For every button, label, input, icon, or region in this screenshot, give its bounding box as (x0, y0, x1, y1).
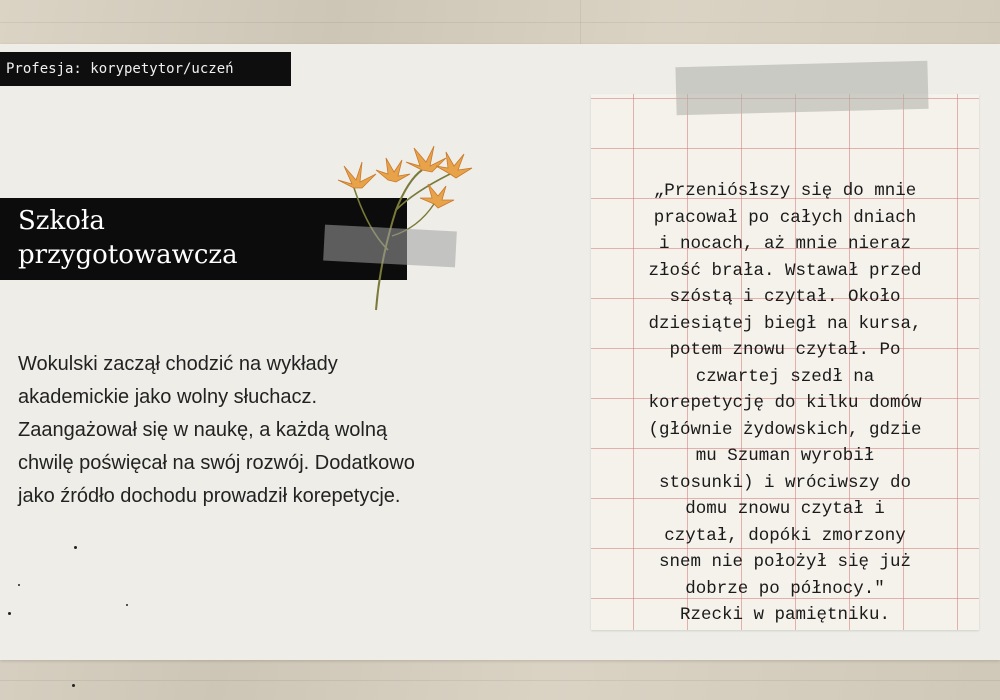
paper-speck (8, 612, 11, 615)
paper-crease (0, 680, 1000, 681)
paper-speck (72, 684, 75, 687)
title-line-2: przygotowawcza (18, 240, 238, 270)
title-line-1: Szkoła (18, 206, 105, 236)
paper-speck (126, 604, 128, 606)
masking-tape (323, 225, 457, 268)
paper-crease (580, 0, 581, 44)
paper-crease (0, 22, 1000, 23)
page-title (18, 204, 238, 272)
paper-speck (18, 584, 20, 586)
masking-tape (675, 61, 928, 116)
paper-speck (74, 546, 77, 549)
diary-quote: „Przeniósłszy się do mnie pracował po całych dniach i nocach, aż mnie nieraz złość brała. Wstawał przed szóstą i czytał. Około dziesiątej biegł na kursa, potem znowu czytał. Po czwartej szedł na korepetycję do kilku domów (głównie żydowskich, gdzie mu Szuman wyrobił stosunki) i wróciwszy do domu znowu czytał i czytał, dopóki zmorzony snem nie położył się już dobrze po północy." Rzecki w pamiętniku. (648, 181, 922, 625)
profession-label: Profesja: korypetytor/uczeń (0, 52, 291, 86)
description-text: Wokulski zaczął chodzić na wykłady akademickie jako wolny słuchacz. Zaangażował się w naukę, a każdą wolną chwilę poświęcał na swój rozwój. Dodatkowo jako źródło dochodu prowadził korepetycje. (18, 353, 415, 507)
